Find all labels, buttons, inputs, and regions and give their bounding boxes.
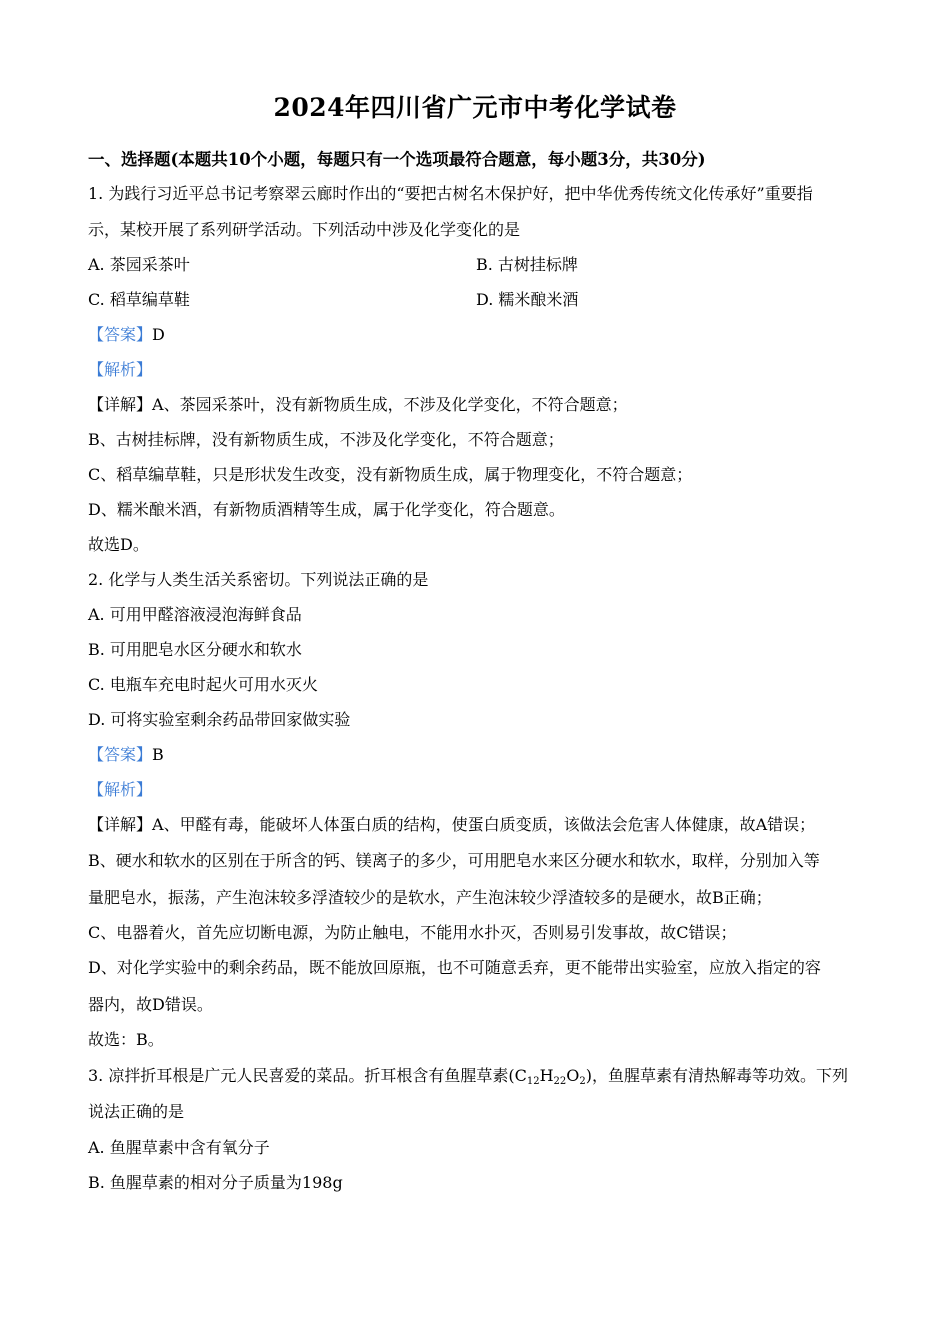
q3-option-a: A. 鱼腥草素中含有氧分子	[88, 1138, 270, 1157]
q1-detail-b: B、古树挂标牌，没有新物质生成，不涉及化学变化，不符合题意；	[88, 430, 564, 449]
q1-stem-line1: 1. 为践行习近平总书记考察翠云廊时作出的“要把古树名木保护好，把中华优秀传统文化传承好”重要指	[88, 184, 813, 203]
answer-tag: 【答案】	[88, 325, 153, 344]
detail-text: A、甲醛有毒，能破坏人体蛋白质的结构，使蛋白质变质，该做法会危害人体健康，故A错误；	[152, 815, 816, 834]
q2-detail-b2: 量肥皂水，振荡，产生泡沫较多浮渣较少的是软水，产生泡沫较少浮渣较多的是硬水，故B正确；	[88, 888, 772, 907]
q1-option-d: D. 糯米酿米酒	[476, 290, 579, 309]
q2-detail-b1: B、硬水和软水的区别在于所含的钙、镁离子的多少，可用肥皂水来区分硬水和软水，取样，分别加入等	[88, 851, 820, 870]
page-title: 2024年四川省广元市中考化学试卷	[273, 93, 677, 122]
q2-detail-a	[88, 815, 815, 835]
q3-stem-line1	[88, 1066, 848, 1086]
q2-option-a: A. 可用甲醛溶液浸泡海鲜食品	[88, 605, 302, 624]
section-heading: 一、选择题(本题共10个小题，每题只有一个选项最符合题意，每小题3分，共30分)	[88, 150, 706, 169]
q2-option-d: D. 可将实验室剩余药品带回家做实验	[88, 710, 351, 729]
q2-detail-c: C、电器着火，首先应切断电源，为防止触电，不能用水扑灭，否则易引发事故，故C错误；	[88, 923, 737, 942]
analysis-tag: 【解析】	[88, 780, 153, 799]
detail-tag: 【详解】	[88, 395, 153, 414]
q1-option-b: B. 古树挂标牌	[476, 255, 578, 274]
q1-answer	[88, 325, 165, 345]
q2-stem: 2. 化学与人类生活关系密切。下列说法正确的是	[88, 570, 429, 589]
formula-element-h: H	[539, 1066, 554, 1085]
q1-detail-c: C、稻草编草鞋，只是形状发生改变，没有新物质生成，属于物理变化，不符合题意；	[88, 465, 693, 484]
q1-conclusion: 故选D。	[88, 535, 149, 554]
formula-subscript-h: 22	[553, 1076, 567, 1087]
formula-element-o: O	[566, 1066, 580, 1085]
q2-detail-d1: D、对化学实验中的剩余药品，既不能放回原瓶，也不可随意丢弃，更不能带出实验室，应放入指定的容	[88, 958, 821, 977]
formula-subscript-c: 12	[526, 1076, 540, 1087]
q2-detail-d2: 器内，故D错误。	[88, 995, 213, 1014]
q1-detail-a	[88, 395, 628, 415]
q1-option-c: C. 稻草编草鞋	[88, 290, 190, 309]
q3-stem-text-b: )，鱼腥草素有清热解毒等功效。下列	[585, 1066, 849, 1085]
detail-tag: 【详解】	[88, 815, 153, 834]
q2-analysis-tag	[88, 780, 152, 800]
q1-stem-line2: 示，某校开展了系列研学活动。下列活动中涉及化学变化的是	[88, 220, 521, 239]
q2-conclusion: 故选：B。	[88, 1030, 164, 1049]
q1-option-a: A. 茶园采茶叶	[88, 255, 190, 274]
answer-value: D	[152, 325, 165, 344]
q3-option-b: B. 鱼腥草素的相对分子质量为198g	[88, 1173, 343, 1192]
q2-option-c: C. 电瓶车充电时起火可用水灭火	[88, 675, 318, 694]
detail-text: A、茶园采茶叶，没有新物质生成，不涉及化学变化，不符合题意；	[152, 395, 628, 414]
q3-stem-line2: 说法正确的是	[88, 1102, 185, 1121]
answer-value: B	[152, 745, 164, 764]
q2-option-b: B. 可用肥皂水区分硬水和软水	[88, 640, 302, 659]
answer-tag: 【答案】	[88, 745, 153, 764]
q3-stem-text-a: 3. 凉拌折耳根是广元人民喜爱的菜品。折耳根含有鱼腥草素(C	[88, 1066, 527, 1085]
formula-subscript-o: 2	[579, 1076, 586, 1087]
q1-detail-d: D、糯米酿米酒，有新物质酒精等生成，属于化学变化，符合题意。	[88, 500, 565, 519]
q2-answer	[88, 745, 164, 765]
q1-analysis-tag	[88, 360, 152, 380]
analysis-tag: 【解析】	[88, 360, 153, 379]
